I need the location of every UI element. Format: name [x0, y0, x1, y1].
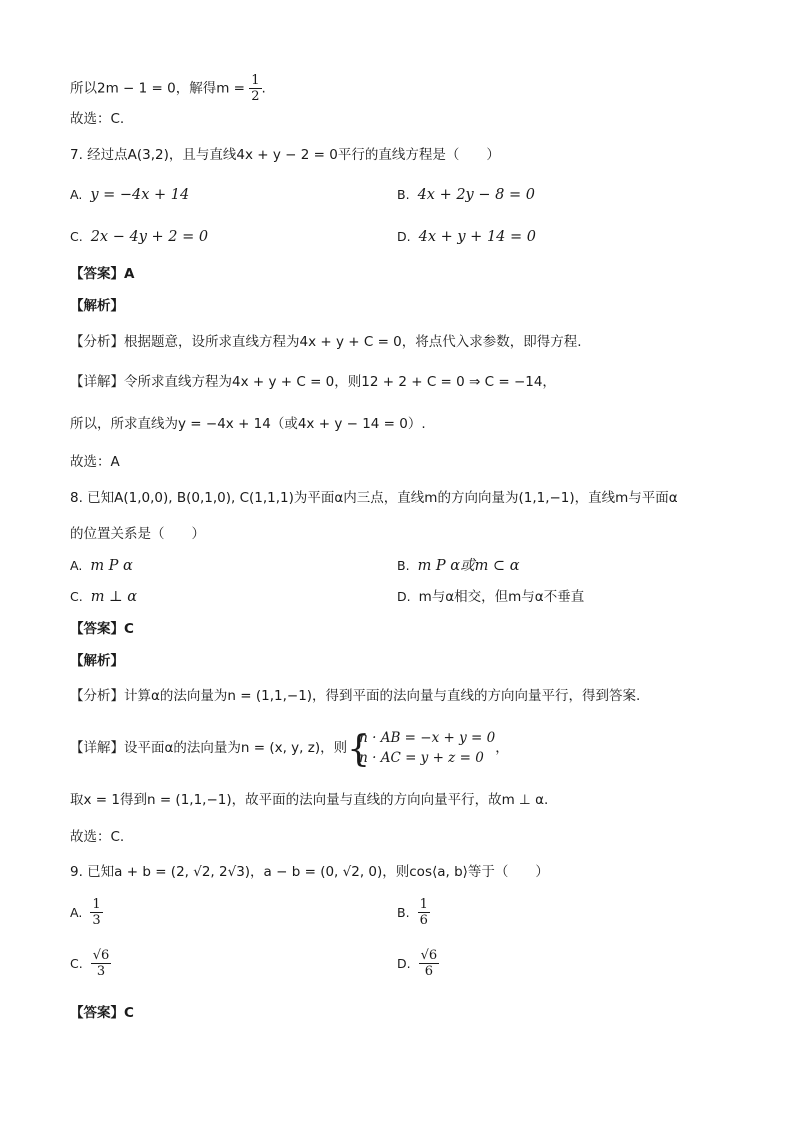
q8-analysis-heading: 【解析】 [70, 653, 124, 669]
q7-option-d: D. 4x + y + 14 = 0 [397, 229, 536, 245]
solve-m-text: 所以2m − 1 = 0，解得m = [70, 80, 250, 97]
fraction-one-half: $\frac{1}{2}$ [251, 73, 260, 104]
question-8-stem: 8. 已知A(1,0,0), B(0,1,0), C(1,1,1)为平面α内三点，直线m的方向向量为(1,1,−1)，直线m与平面α [70, 490, 678, 506]
q9-option-a: A. $\frac{1}{3}$ [70, 897, 101, 928]
q8-option-d: D. m与α相交，但m与α不垂直 [397, 589, 585, 605]
q7-result: 所以，所求直线为y = −4x + 14（或4x + y − 14 = 0）. [70, 416, 426, 432]
q8-option-b: B. m P α或m ⊂ α [397, 558, 520, 574]
line-solve-m: 所以2m − 1 = 0，解得m = $\frac{1}{2}$ . [70, 73, 266, 104]
q8-analysis: 【分析】计算α的法向量为n = (1,1,−1)，得到平面的法向量与直线的方向向量平行，得到答案. [70, 688, 641, 704]
q9-option-c: C. $\frac{√6}{3}$ [70, 948, 110, 979]
q9-option-b: B. $\frac{1}{6}$ [397, 897, 428, 928]
q9-option-d: D. $\frac{√6}{6}$ [397, 948, 438, 979]
q8-take-x: 取x = 1得到n = (1,1,−1)，故平面的法向量与直线的方向向量平行，故m ⊥ α. [70, 792, 549, 808]
question-7-stem: 7. 经过点A(3,2)，且与直线4x + y − 2 = 0平行的直线方程是（ ） [70, 147, 500, 163]
q7-option-c: C. 2x − 4y + 2 = 0 [70, 229, 209, 245]
q7-analysis-heading: 【解析】 [70, 298, 124, 314]
q8-choice: 故选：C. [70, 829, 125, 845]
q7-option-b: B. 4x + 2y − 8 = 0 [397, 187, 535, 203]
q8-answer: 【答案】C [70, 621, 134, 637]
choice-line-c: 故选：C. [70, 111, 125, 127]
q7-answer: 【答案】A [70, 266, 135, 282]
q7-option-a: A. y = −4x + 14 [70, 187, 190, 203]
q7-choice: 故选：A [70, 454, 120, 470]
equation-system: { n · AB = −x + y = 0 n · AC = y + z = 0 [347, 729, 496, 770]
question-8-stem-cont: 的位置关系是（ ） [70, 526, 205, 542]
q8-option-c: C. m ⊥ α [70, 589, 138, 605]
q7-detail: 【详解】令所求直线方程为4x + y + C = 0，则12 + 2 + C = 0 ⇒ C = −14， [70, 374, 556, 390]
q9-answer: 【答案】C [70, 1005, 134, 1021]
question-9-stem: 9. 已知a + b = (2, √2, 2√3)，a − b = (0, √2, 0)，则cos⟨a, b⟩等于（ ） [70, 864, 549, 880]
q7-analysis: 【分析】根据题意，设所求直线方程为4x + y + C = 0，将点代入求参数，即得方程. [70, 334, 582, 350]
q8-option-a: A. m P α [70, 558, 133, 574]
q8-detail: 【详解】设平面α的法向量为n = (x, y, z)，则 { n · AB = −x + y = 0 n · AC = y + z = 0 ， [70, 729, 509, 770]
